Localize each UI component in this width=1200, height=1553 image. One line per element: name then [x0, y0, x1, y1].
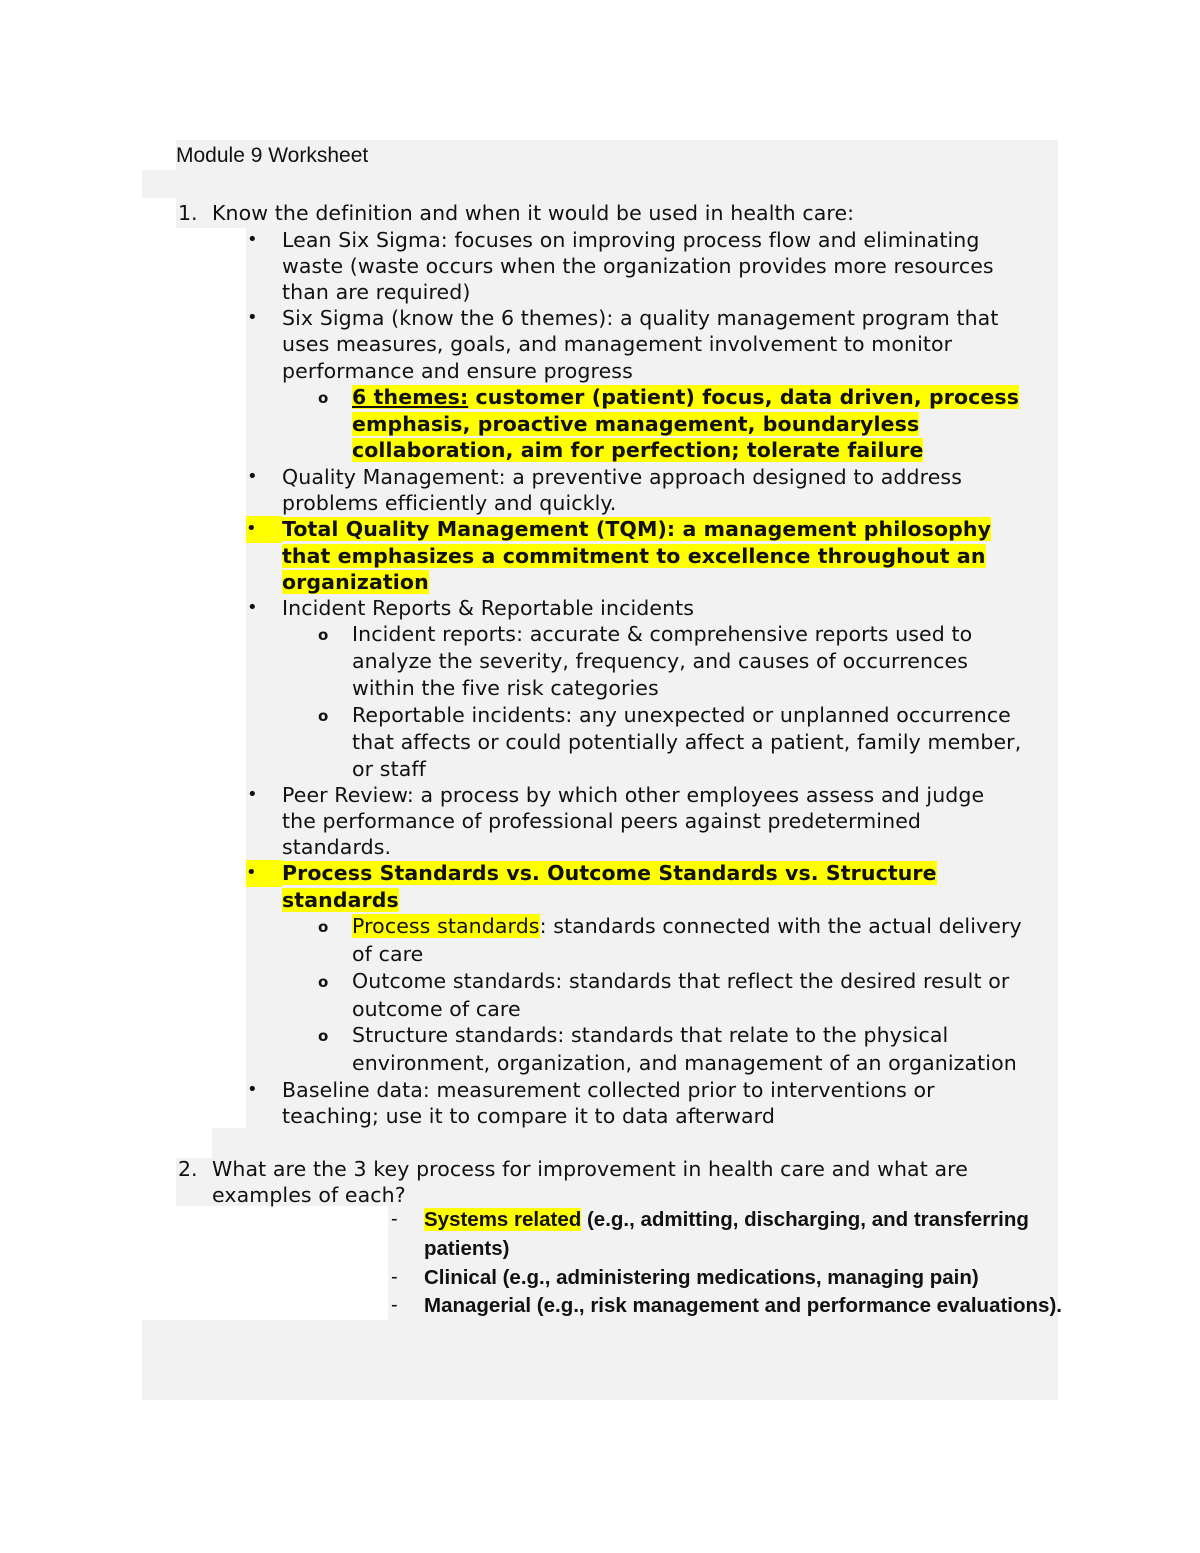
bullet-icon: • [246, 860, 282, 887]
q2-text: What are the 3 key process for improvement in health care and what are [212, 1157, 968, 1181]
q2-number: 2. [178, 1157, 198, 1181]
circle-bullet-icon: o [318, 707, 329, 725]
process-standards-line: of care [352, 942, 424, 966]
process-standards-line: Process standards: standards connected with the actual delivery [352, 914, 1022, 938]
lean-six-sigma-line: waste (waste occurs when the organization provides more resources [282, 254, 994, 278]
peer-review-line: standards. [282, 835, 392, 859]
reportable-incidents-line: or staff [352, 757, 427, 781]
quality-management-line: Quality Management: a preventive approach designed to address [282, 465, 962, 489]
six-sigma-line: uses measures, goals, and management involvement to monitor [282, 332, 953, 356]
six-sigma-line: performance and ensure progress [282, 359, 633, 383]
standards-heading-line: Process Standards vs. Outcome Standards vs. Structure [282, 861, 937, 885]
themes-label: 6 themes: [352, 385, 469, 409]
circle-bullet-icon: o [318, 973, 329, 991]
themes-text: customer (patient) focus, data driven, process [468, 385, 1020, 409]
circle-bullet-icon: o [318, 918, 329, 936]
standards-heading-line: standards [282, 888, 399, 912]
themes-line [352, 411, 919, 438]
dash-icon: - [391, 1294, 398, 1316]
structure-standards-line: environment, organization, and management of an organization [352, 1051, 1017, 1075]
peer-review-line: Peer Review: a process by which other employees assess and judge [282, 783, 985, 807]
outcome-standards-line: outcome of care [352, 997, 521, 1021]
dash-icon: - [391, 1266, 398, 1288]
themes-line [352, 437, 923, 464]
bullet-icon: • [246, 516, 282, 543]
outcome-standards-line: Outcome standards: standards that reflect the desired result or [352, 969, 1010, 993]
incident-reports-line: Incident reports: accurate & comprehensive reports used to [352, 622, 973, 646]
themes-text: emphasis, proactive management, boundaryless [352, 412, 920, 436]
lean-six-sigma-line: than are required) [282, 280, 471, 304]
process-standards-label: Process standards [352, 914, 540, 938]
bullet-icon: • [247, 307, 258, 328]
reportable-incidents-line: Reportable incidents: any unexpected or unplanned occurrence [352, 703, 1011, 727]
systems-related-label: Systems related [424, 1208, 582, 1231]
quality-management-line: problems efficiently and quickly. [282, 491, 617, 515]
systems-related-line: Systems related (e.g., admitting, discharging, and transferring [424, 1208, 1029, 1231]
tqm-line: that emphasizes a commitment to excellence throughout an [282, 544, 986, 568]
page-title: Module 9 Worksheet [176, 144, 369, 167]
circle-bullet-icon: o [318, 626, 329, 644]
six-sigma-line: Six Sigma (know the 6 themes): a quality management program that [282, 306, 999, 330]
q1-number: 1. [178, 201, 198, 225]
bullet-icon: • [247, 784, 258, 805]
structure-standards-line: Structure standards: standards that relate to the physical [352, 1023, 949, 1047]
peer-review-line: the performance of professional peers against predetermined [282, 809, 922, 833]
circle-bullet-icon: o [318, 389, 329, 407]
incident-reports-line: within the five risk categories [352, 676, 659, 700]
tqm-line: Total Quality Management (TQM): a management philosophy [282, 517, 992, 541]
q2-text: examples of each? [212, 1183, 406, 1207]
bullet-icon: • [247, 466, 258, 487]
baseline-line: teaching; use it to compare it to data afterward [282, 1104, 775, 1128]
managerial-line: Managerial (e.g., risk management and performance evaluations). [424, 1294, 1062, 1317]
themes-text: collaboration, aim for perfection; tolerate failure [352, 438, 924, 462]
reportable-incidents-line: that affects or could potentially affect a patient, family member, [352, 730, 1022, 754]
circle-bullet-icon: o [318, 1027, 329, 1045]
lean-six-sigma-line: Lean Six Sigma: focuses on improving process flow and eliminating [282, 228, 980, 252]
dash-icon: - [391, 1208, 398, 1230]
clinical-line: Clinical (e.g., administering medications, managing pain) [424, 1266, 979, 1289]
incident-reports-line: analyze the severity, frequency, and causes of occurrences [352, 649, 968, 673]
systems-related-line: patients) [424, 1237, 510, 1260]
bullet-icon: • [247, 229, 258, 250]
baseline-line: Baseline data: measurement collected prior to interventions or [282, 1078, 935, 1102]
bullet-icon: • [247, 1079, 258, 1100]
themes-line [352, 384, 1019, 411]
tqm-line: organization [282, 570, 429, 594]
incident-heading: Incident Reports & Reportable incidents [282, 596, 695, 620]
q1-text: Know the definition and when it would be used in health care: [212, 201, 855, 225]
bullet-icon: • [247, 597, 258, 618]
